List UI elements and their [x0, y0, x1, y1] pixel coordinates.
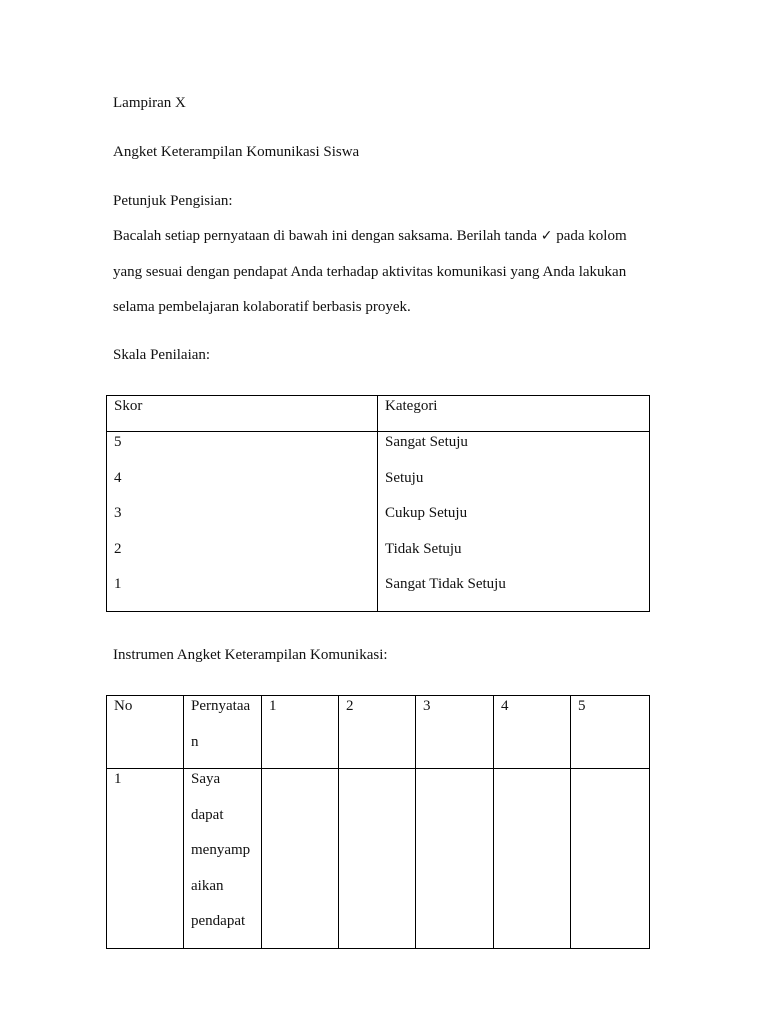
scale-label: Skala Penilaian: — [113, 347, 211, 363]
score-2-header-cell — [339, 696, 416, 769]
category-header: Kategori — [385, 398, 438, 414]
statement-header-line: Pernyataa — [191, 698, 251, 714]
category-item: Tidak Setuju — [385, 540, 462, 557]
statement-line: aikan — [191, 877, 224, 894]
score-4-header-cell — [494, 696, 571, 769]
category-item: Setuju — [385, 469, 424, 486]
no-header: No — [114, 698, 133, 714]
statement-line: Saya — [191, 771, 221, 787]
row-number-cell — [107, 769, 184, 949]
category-item: Sangat Setuju — [385, 434, 468, 450]
score-1-header: 1 — [269, 698, 277, 714]
statement-text — [184, 769, 261, 948]
instructions-line-1-start: Bacalah setiap pernyataan di bawah ini dengan saksama. Berilah tanda — [113, 228, 541, 244]
category-header-cell — [378, 396, 650, 432]
score-4-header: 4 — [501, 698, 509, 714]
score-list — [107, 432, 377, 611]
score-5-header-cell — [571, 696, 650, 769]
score-item: 4 — [114, 469, 122, 486]
check-mark-icon: ✓ — [540, 228, 553, 244]
statement-header — [184, 696, 261, 768]
score-5-header: 5 — [578, 698, 586, 714]
instructions-line-1 — [113, 227, 627, 245]
instrument-table — [106, 695, 650, 949]
instrument-header-row — [107, 696, 650, 769]
instructions-line-3: selama pembelajaran kolaboratif berbasis proyek. — [113, 299, 411, 315]
answer-cell-score-3[interactable] — [416, 769, 494, 949]
score-1-header-cell — [262, 696, 339, 769]
score-2-header: 2 — [346, 698, 354, 714]
appendix-label: Lampiran X — [113, 95, 186, 111]
score-item: 1 — [114, 576, 122, 592]
answer-cell-score-2[interactable] — [339, 769, 416, 949]
instructions-label: Petunjuk Pengisian: — [113, 193, 233, 209]
score-item: 2 — [114, 540, 122, 557]
statement-line: pendapat — [191, 913, 246, 929]
score-scale-header-row — [107, 396, 650, 432]
instructions-line-1-end: pada kolom — [552, 228, 627, 244]
instructions-line-2: yang sesuai dengan pendapat Anda terhadap aktivitas komunikasi yang Anda lakukan — [113, 264, 627, 280]
score-3-header-cell — [416, 696, 494, 769]
score-scale-body-row — [107, 432, 650, 612]
row-number: 1 — [114, 771, 122, 787]
answer-cell-score-1[interactable] — [262, 769, 339, 949]
score-scale-table — [106, 395, 650, 612]
statement-line: menyamp — [191, 842, 251, 858]
statement-line: dapat — [191, 806, 224, 823]
category-values-cell — [378, 432, 650, 612]
score-header: Skor — [114, 398, 143, 414]
score-values-cell — [107, 432, 378, 612]
category-list — [378, 432, 649, 611]
score-3-header: 3 — [423, 698, 431, 714]
category-item: Cukup Setuju — [385, 505, 468, 521]
document-title: Angket Keterampilan Komunikasi Siswa — [113, 144, 360, 160]
statement-header-line: n — [191, 733, 199, 750]
score-item: 5 — [114, 434, 122, 450]
statement-header-cell — [184, 696, 262, 769]
score-item: 3 — [114, 505, 122, 521]
score-header-cell — [107, 396, 378, 432]
instrument-label: Instrumen Angket Keterampilan Komunikasi: — [113, 647, 388, 663]
no-header-cell — [107, 696, 184, 769]
category-item: Sangat Tidak Setuju — [385, 576, 506, 592]
answer-cell-score-5[interactable] — [571, 769, 650, 949]
answer-cell-score-4[interactable] — [494, 769, 571, 949]
statement-cell — [184, 769, 262, 949]
table-row — [107, 769, 650, 949]
